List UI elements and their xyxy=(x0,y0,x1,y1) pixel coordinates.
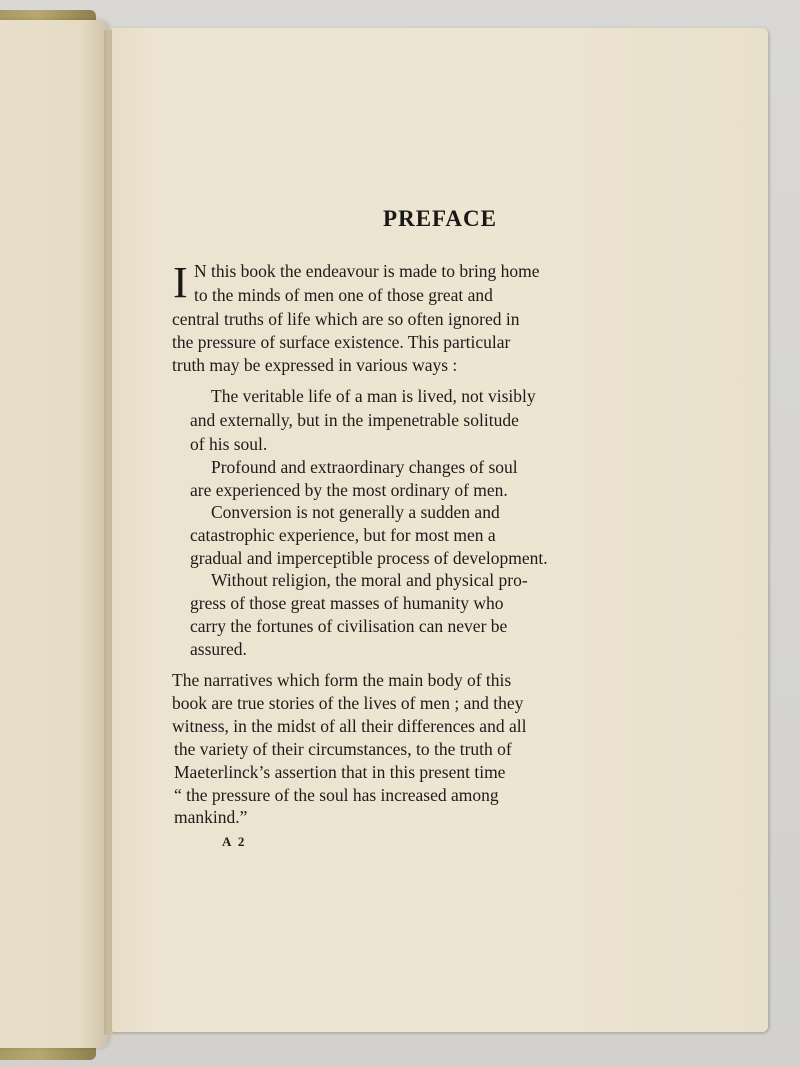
signature-mark: A 2 xyxy=(222,834,247,849)
page-title: PREFACE xyxy=(383,206,497,231)
quote-line: are experienced by the most ordinary of men. xyxy=(190,480,508,500)
paragraph-2-line: the variety of their circumstances, to the truth of xyxy=(174,739,512,759)
paragraph-2-line: The narratives which form the main body of this xyxy=(172,670,512,690)
quote-line: of his soul. xyxy=(190,434,268,454)
paragraph-1-line: truth may be expressed in various ways : xyxy=(172,355,458,375)
paragraph-1-line: to the minds of men one of those great and xyxy=(194,285,493,305)
right-page xyxy=(112,28,768,1032)
quote-line: The veritable life of a man is lived, not visibly xyxy=(211,386,536,406)
quote-line: Conversion is not generally a sudden and xyxy=(211,502,500,522)
quote-line: gradual and imperceptible process of development. xyxy=(190,548,548,568)
quote-line: gress of those great masses of humanity who xyxy=(190,593,504,613)
paragraph-1-line: central truths of life which are so often ignored in xyxy=(172,309,520,329)
drop-cap: I xyxy=(173,258,188,307)
paragraph-2-line: witness, in the midst of all their differences and all xyxy=(172,716,527,736)
paragraph-2-line: “ the pressure of the soul has increased among xyxy=(174,785,499,805)
paragraph-2-line: Maeterlinck’s assertion that in this present time xyxy=(174,762,506,782)
paragraph-2-line: book are true stories of the lives of men ; and they xyxy=(172,693,524,713)
quote-line: catastrophic experience, but for most men a xyxy=(190,525,496,545)
paragraph-2-line: mankind.” xyxy=(174,807,248,827)
quote-line: Profound and extraordinary changes of soul xyxy=(211,457,518,477)
quote-line: carry the fortunes of civilisation can never be xyxy=(190,616,508,636)
paragraph-1-line: the pressure of surface existence. This particular xyxy=(172,332,511,352)
quote-line: assured. xyxy=(190,639,247,659)
quote-line: Without religion, the moral and physical pro- xyxy=(211,570,528,590)
left-page xyxy=(0,20,108,1048)
paragraph-1-line: N this book the endeavour is made to bring home xyxy=(194,261,540,281)
quote-line: and externally, but in the impenetrable solitude xyxy=(190,410,519,430)
